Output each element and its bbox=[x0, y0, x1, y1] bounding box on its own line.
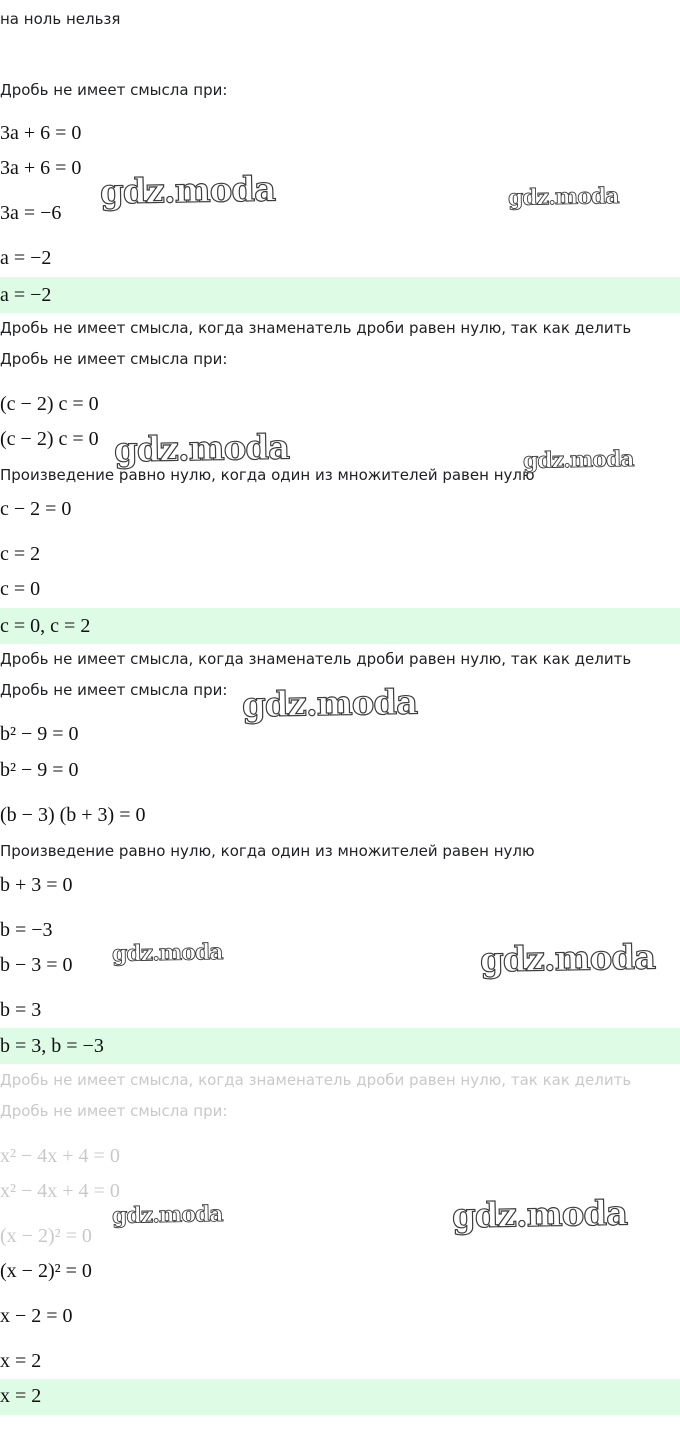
watermark-logo: gdz.moda bbox=[113, 427, 290, 471]
math-line: x² − 4x + 4 = 0 bbox=[0, 1145, 120, 1167]
watermark-logo: gdz.moda bbox=[507, 183, 619, 211]
math-line: (c − 2) c = 0 bbox=[0, 428, 99, 450]
answer-line: b = 3, b = −3 bbox=[0, 1035, 104, 1057]
math-line: 3a = −6 bbox=[0, 202, 62, 224]
math-line: (x − 2)² = 0 bbox=[0, 1260, 92, 1282]
text-line: Произведение равно нулю, когда один из множителей равен нулю bbox=[0, 466, 535, 484]
watermark-logo: gdz.moda bbox=[451, 1193, 628, 1237]
math-line: (c − 2) c = 0 bbox=[0, 393, 99, 415]
answer-highlight-c bbox=[0, 608, 680, 644]
watermark-logo: gdz.moda bbox=[111, 1201, 223, 1229]
math-line: a = −2 bbox=[0, 247, 52, 269]
answer-highlight-a bbox=[0, 277, 680, 313]
text-line: Дробь не имеет смысла при: bbox=[0, 350, 228, 368]
math-line: b − 3 = 0 bbox=[0, 954, 73, 976]
answer-line: a = −2 bbox=[0, 284, 52, 306]
answer-line: x = 2 bbox=[0, 1385, 42, 1407]
watermark-logo: gdz.moda bbox=[99, 169, 276, 213]
math-line: 3a + 6 = 0 bbox=[0, 157, 82, 179]
text-line: Дробь не имеет смысла при: bbox=[0, 1102, 228, 1120]
math-line: b = 3 bbox=[0, 999, 42, 1021]
text-line: Произведение равно нулю, когда один из множителей равен нулю bbox=[0, 842, 535, 860]
math-line: (b − 3) (b + 3) = 0 bbox=[0, 804, 146, 826]
text-line: Дробь не имеет смысла, когда знаменатель дроби равен нулю, так как делить bbox=[0, 1071, 632, 1089]
text-line: на ноль нельзя bbox=[0, 10, 121, 28]
text-line: Дробь не имеет смысла, когда знаменатель дроби равен нулю, так как делить bbox=[0, 319, 632, 337]
math-line: x = 2 bbox=[0, 1350, 42, 1372]
math-line: c − 2 = 0 bbox=[0, 498, 72, 520]
text-line: Дробь не имеет смысла, когда знаменатель дроби равен нулю, так как делить bbox=[0, 650, 632, 668]
watermark-logo: gdz.moda bbox=[111, 939, 223, 967]
watermark-logo: gdz.moda bbox=[241, 682, 418, 726]
math-line: b + 3 = 0 bbox=[0, 874, 73, 896]
math-line: c = 0 bbox=[0, 578, 41, 600]
watermark-logo: gdz.moda bbox=[479, 937, 656, 981]
watermark-logo: gdz.moda bbox=[522, 446, 634, 474]
answer-highlight-x bbox=[0, 1379, 680, 1415]
math-line: c = 2 bbox=[0, 543, 41, 565]
math-line: x − 2 = 0 bbox=[0, 1305, 73, 1327]
math-line: x² − 4x + 4 = 0 bbox=[0, 1180, 120, 1202]
text-line: Дробь не имеет смысла при: bbox=[0, 681, 228, 699]
math-line: b² − 9 = 0 bbox=[0, 759, 79, 781]
math-line: 3a + 6 = 0 bbox=[0, 122, 82, 144]
text-line: Дробь не имеет смысла при: bbox=[0, 81, 228, 99]
math-line: (x − 2)² = 0 bbox=[0, 1225, 92, 1247]
math-line: b² − 9 = 0 bbox=[0, 723, 79, 745]
answer-line: c = 0, c = 2 bbox=[0, 615, 91, 637]
math-line: b = −3 bbox=[0, 919, 53, 941]
